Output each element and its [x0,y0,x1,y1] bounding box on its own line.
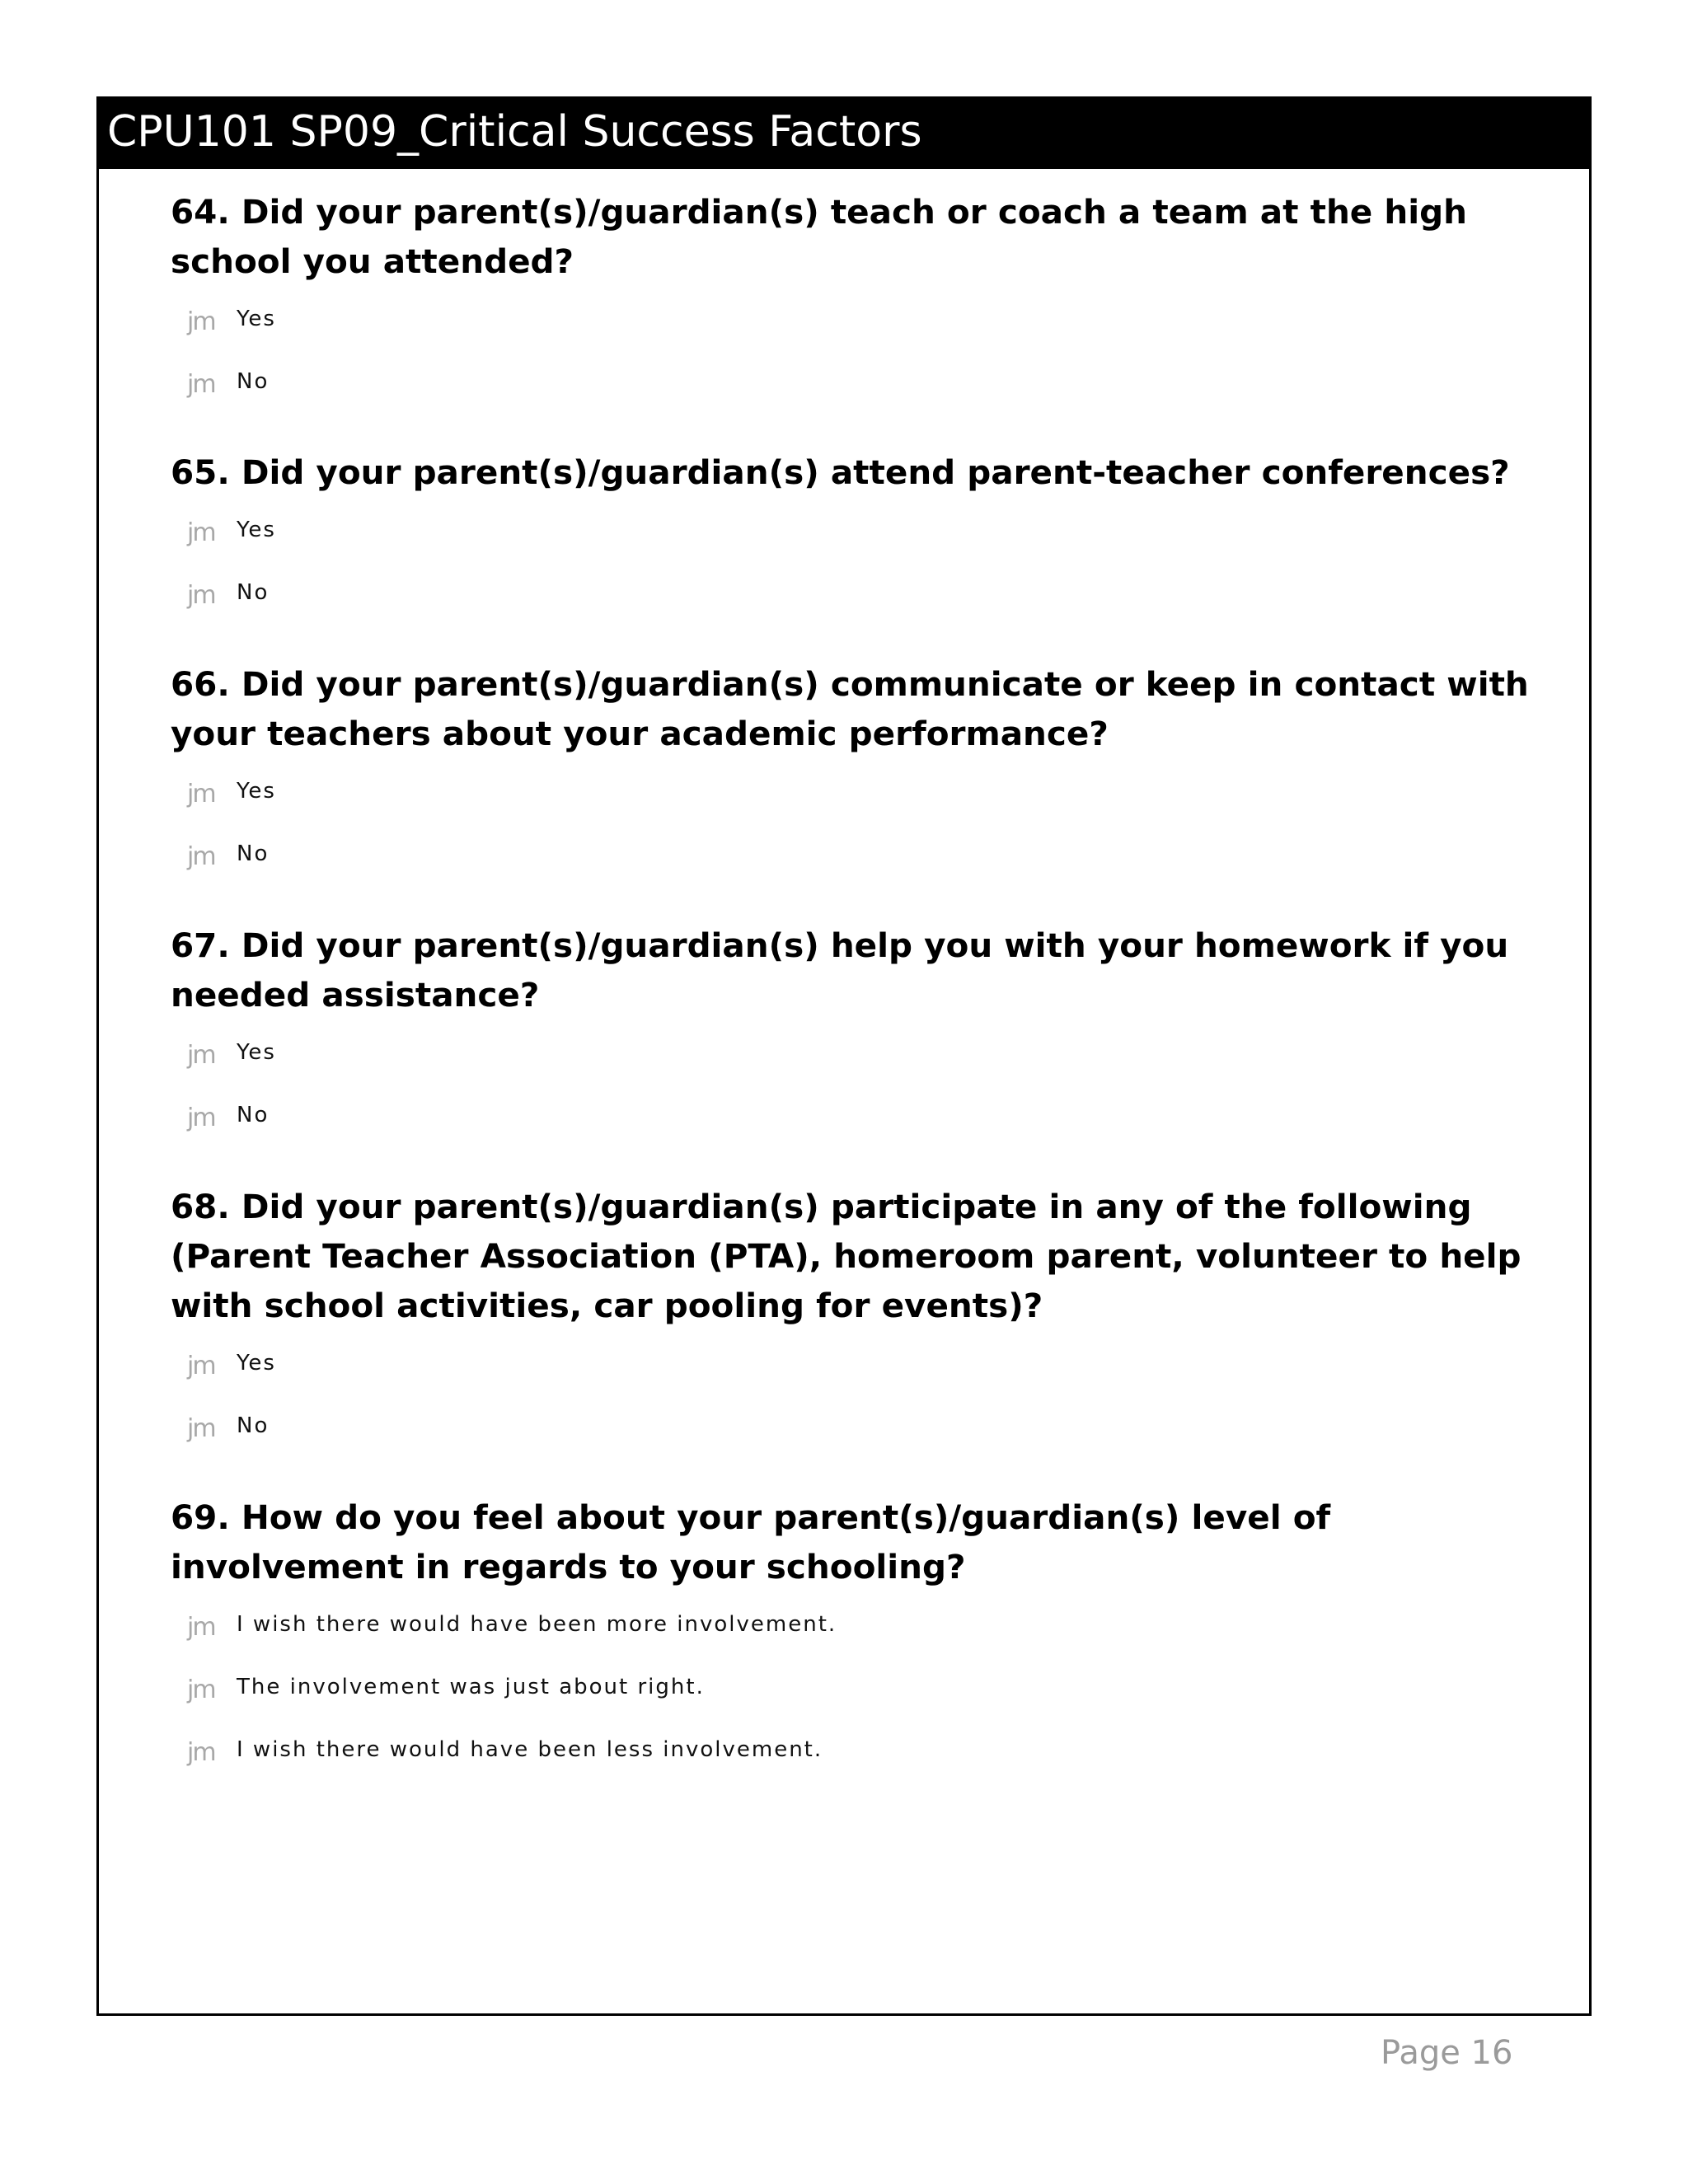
question-66 [171,659,1555,900]
question-title: 67. Did your parent(s)/guardian(s) help you with your homework if you needed assistance? [171,926,1509,1015]
radio-button-icon[interactable]: jm [187,1041,215,1070]
radio-button-icon[interactable]: jm [187,307,215,336]
option-label: Yes [237,307,276,331]
option-label: No [237,1103,270,1127]
radio-button-icon[interactable]: jm [187,1675,215,1704]
option-yes[interactable] [171,775,1555,837]
radio-button-icon[interactable]: jm [187,370,215,399]
survey-header: CPU101 SP09_Critical Success Factors [99,99,1589,169]
option-yes[interactable] [171,1036,1555,1099]
option-label: No [237,841,270,866]
question-options [171,1608,1555,1796]
option-more-involvement[interactable] [171,1608,1555,1671]
radio-button-icon[interactable]: jm [187,1352,215,1380]
option-label: Yes [237,779,276,804]
question-options [171,1036,1555,1161]
radio-button-icon[interactable]: jm [187,1414,215,1443]
question-64 [171,187,1555,428]
radio-button-icon[interactable]: jm [187,1738,215,1767]
option-label: No [237,1413,270,1438]
question-title: 68. Did your parent(s)/guardian(s) participate in any of the following (Parent Teacher Association (PTA), homeroom parent, volunteer to help with school activities, car pooling for events)? [171,1187,1522,1325]
radio-button-icon[interactable]: jm [187,1104,215,1132]
question-options [171,513,1555,639]
option-label: No [237,580,270,605]
question-title: 64. Did your parent(s)/guardian(s) teach or coach a team at the high school you attended? [171,192,1467,281]
question-options [171,302,1555,428]
page-number: Page 16 [1381,2034,1513,2072]
radio-button-icon[interactable]: jm [187,780,215,808]
option-yes[interactable] [171,1347,1555,1409]
question-65 [171,448,1555,639]
option-label: No [237,369,270,394]
question-69 [171,1493,1555,1796]
option-label: I wish there would have been more involvement. [237,1612,837,1637]
option-just-right[interactable] [171,1671,1555,1733]
option-no[interactable] [171,837,1555,900]
question-title: 66. Did your parent(s)/guardian(s) communicate or keep in contact with your teachers about your academic performance? [171,664,1529,753]
option-label: The involvement was just about right. [237,1675,705,1699]
question-68 [171,1182,1555,1472]
option-no[interactable] [171,365,1555,428]
question-title: 69. How do you feel about your parent(s)/guardian(s) level of involvement in regards to your schooling? [171,1497,1331,1586]
option-label: I wish there would have been less involvement. [237,1737,823,1762]
radio-button-icon[interactable]: jm [187,518,215,547]
question-options [171,1347,1555,1472]
option-no[interactable] [171,1409,1555,1472]
option-label: Yes [237,1040,276,1065]
option-yes[interactable] [171,302,1555,365]
radio-button-icon[interactable]: jm [187,842,215,871]
option-less-involvement[interactable] [171,1733,1555,1796]
option-no[interactable] [171,576,1555,639]
question-options [171,775,1555,900]
radio-button-icon[interactable]: jm [187,1613,215,1642]
option-no[interactable] [171,1099,1555,1161]
option-label: Yes [237,1351,276,1376]
radio-button-icon[interactable]: jm [187,581,215,610]
option-yes[interactable] [171,513,1555,576]
question-title: 65. Did your parent(s)/guardian(s) attend parent-teacher conferences? [171,452,1510,492]
option-label: Yes [237,518,276,542]
question-67 [171,921,1555,1161]
